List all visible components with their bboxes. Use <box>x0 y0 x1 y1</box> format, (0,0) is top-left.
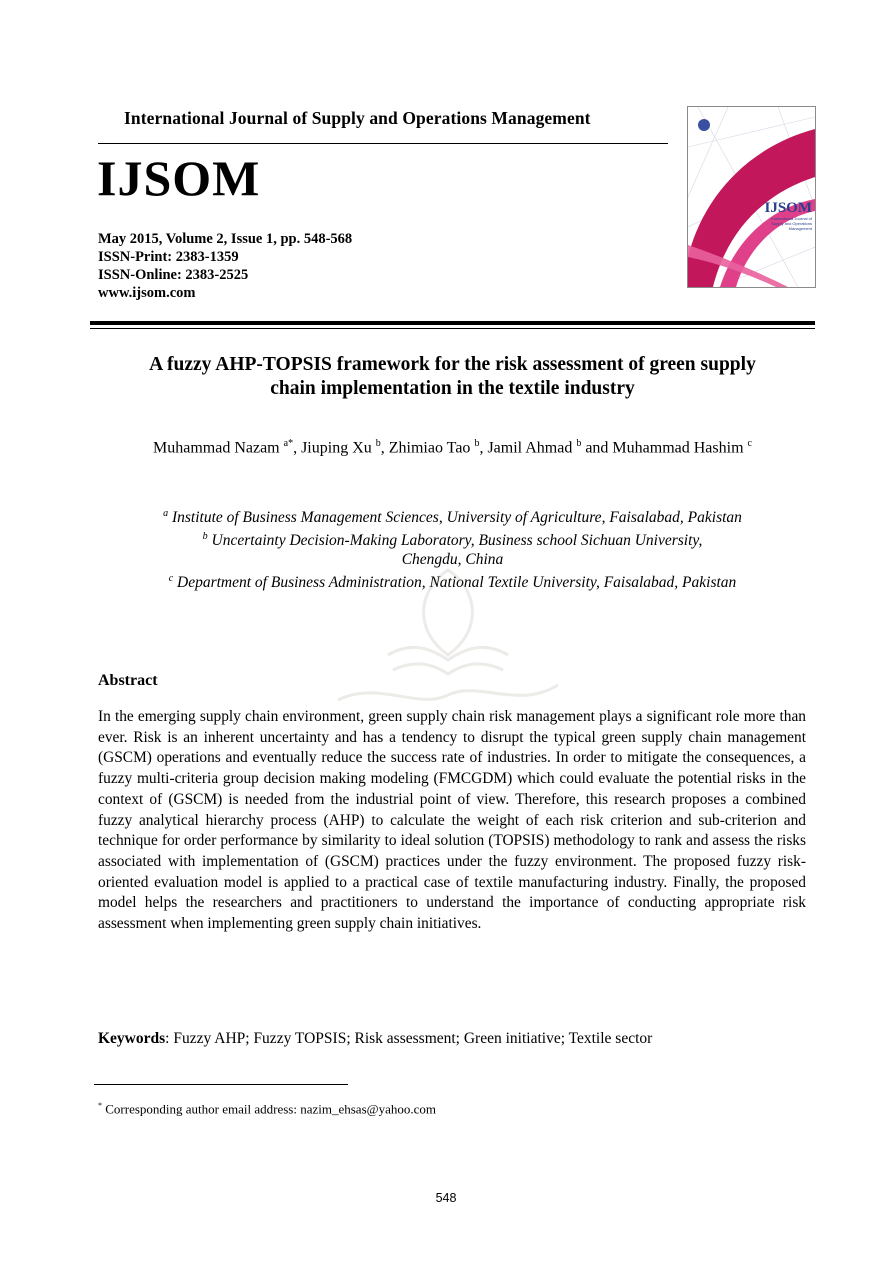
header-rule <box>98 143 668 144</box>
author-affil-mark: c <box>747 438 752 449</box>
website-link[interactable]: www.ijsom.com <box>98 285 196 301</box>
cover-subtitle-2: Supply and Operations <box>771 221 812 226</box>
affil-text: Uncertainty Decision-Making Laboratory, Business school Sichuan University, <box>207 532 703 550</box>
header-thin-rule <box>90 328 815 329</box>
affil-mark: a <box>163 508 169 519</box>
author-name: , Jiuping Xu <box>293 439 376 457</box>
author-affil-mark: b <box>375 438 381 449</box>
affil-mark: c <box>168 573 174 585</box>
paper-title-line-1: A fuzzy AHP-TOPSIS framework for the risk assessment of green supply <box>149 354 756 375</box>
abstract-body: In the emerging supply chain environment, green supply chain risk management plays a significant role more than ever. Risk is an inherent uncertainty and has a tendency to disrupt the typical green supply chain management (GSCM) operations and eventually reduce the success rate of industries. In order to mitigate the consequences, a fuzzy multi-criteria group decision making modeling (FMCGDM) which could evaluate the potential risks in the context of (GSCM) is needed from the industrial point of view. Therefore, this research proposes a combined fuzzy analytical hierarchy process (AHP) to calculate the weight of each risk criterion and sub-criterion and technique for order performance by similarity to ideal solution (TOPSIS) methodology to rank and assess the risks associated with implementation of (GSCM) practices under the fuzzy environment. The proposed fuzzy risk-oriented evaluation model is applied to a practical case of textile manufacturing industry. Finally, the proposed model helps the researchers and practitioners to understand the importance of conducting appropriate risk assessment when implementing green supply chain initiatives. <box>98 708 806 933</box>
affil-mark: b <box>202 531 208 543</box>
cover-subtitle-1: International Journal of <box>771 216 812 221</box>
author-list <box>90 438 815 457</box>
university-watermark-icon <box>318 560 578 720</box>
affil-text: Chengdu, China <box>401 551 504 569</box>
cover-brand: IJSOM <box>764 200 812 216</box>
affil-text: Institute of Business Management Sciences, University of Agriculture, Faisalabad, Pakistan <box>168 509 742 527</box>
page-number: 548 <box>435 1191 457 1205</box>
affiliation-a <box>90 504 815 527</box>
keywords <box>98 1030 652 1048</box>
cover-subtitle-3: Management <box>788 226 812 231</box>
cover-logo-icon <box>698 119 710 131</box>
journal-brand: IJSOM <box>97 150 261 206</box>
affiliation-b <box>90 527 815 550</box>
issn-print: ISSN-Print: 2383-1359 <box>98 249 239 265</box>
author-name: , Zhimiao Tao <box>380 439 475 457</box>
keywords-text: : Fuzzy AHP; Fuzzy TOPSIS; Risk assessment; Green initiative; Textile sector <box>165 1030 653 1047</box>
cover-art <box>688 107 815 287</box>
journal-cover-image <box>687 106 816 288</box>
footnote <box>98 1101 436 1117</box>
footnote-mark: * <box>98 1101 102 1110</box>
issue-meta <box>98 230 352 302</box>
abstract-heading: Abstract <box>98 672 158 689</box>
affil-text: Department of Business Administration, National Textile University, Faisalabad, Pakistan <box>173 574 737 592</box>
paper-title <box>90 353 815 401</box>
paper-title-line-2: chain implementation in the textile industry <box>270 378 635 399</box>
header-thick-rule <box>90 321 815 325</box>
footnote-rule <box>94 1084 348 1085</box>
journal-name: International Journal of Supply and Operations Management <box>124 108 591 128</box>
author-name: Muhammad Nazam <box>153 439 284 457</box>
author-affil-mark: a* <box>283 438 294 449</box>
issue-line: May 2015, Volume 2, Issue 1, pp. 548-568 <box>98 231 353 247</box>
author-affil-mark: b <box>474 438 480 449</box>
author-name: , Jamil Ahmad <box>479 439 577 457</box>
keywords-label: Keywords <box>98 1030 166 1047</box>
issn-online: ISSN-Online: 2383-2525 <box>98 267 249 283</box>
author-name: and Muhammad Hashim <box>581 439 748 457</box>
footnote-text: Corresponding author email address: nazim_ehsas@yahoo.com <box>102 1101 437 1117</box>
author-affil-mark: b <box>576 438 582 449</box>
